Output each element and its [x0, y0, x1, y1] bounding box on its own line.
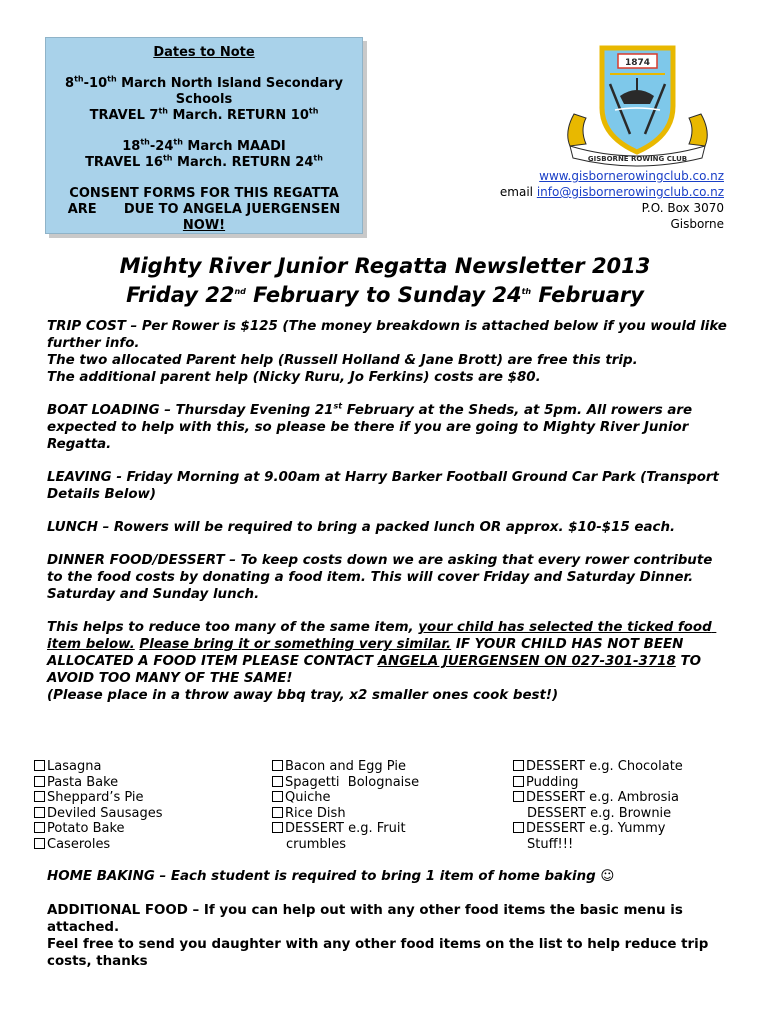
trip-cost: TRIP COST – Per Rower is $125 (The money breakdown is attached below if you would like further info.: [47, 319, 727, 351]
bottom-section: [47, 868, 727, 970]
food-allocation-note: This helps to reduce too many of the same item, your child has selected the ticked food item below. Please bring it or something very similar. IF YOUR CHILD HAS NOT BEEN ALLOCATED A FOOD ITEM PLEASE CONTACT ANGELA JUERGENSEN ON 027-301-3718 TO AVOID TOO MANY OF THE SAME!: [47, 620, 717, 686]
food-item[interactable]: Potato Bake: [34, 821, 163, 837]
food-item[interactable]: DESSERT e.g. Yummy: [513, 821, 683, 837]
lunch: LUNCH – Rowers will be required to bring a packed lunch OR approx. $10-$15 each.: [47, 520, 676, 535]
notes-heading: Dates to Note: [153, 45, 255, 60]
checkbox[interactable]: [513, 760, 524, 771]
food-item[interactable]: Pudding: [513, 775, 683, 791]
newsletter-title: [0, 252, 770, 310]
food-item[interactable]: DESSERT e.g. Chocolate: [513, 759, 683, 775]
tray-note: (Please place in a throw away bbq tray, x2 smaller ones cook best!): [47, 688, 559, 703]
dates-to-note-box: [45, 37, 363, 234]
checkbox[interactable]: [513, 791, 524, 802]
checkbox[interactable]: [272, 791, 283, 802]
food-item[interactable]: Sheppard’s Pie: [34, 790, 163, 806]
checkbox[interactable]: [513, 776, 524, 787]
food-item[interactable]: Spagetti Bolognaise: [272, 775, 419, 791]
feel-free-note: Feel free to send you daughter with any other food items on the list to help reduce trip costs, thanks: [47, 937, 709, 969]
dinner-dessert: DINNER FOOD/DESSERT – To keep costs down we are asking that every rower contribute to the food costs by donating a food item. This will cover Friday and Saturday Dinner. Saturday and Sunday lunch.: [47, 553, 713, 602]
checkbox[interactable]: [34, 838, 45, 849]
website-link[interactable]: www.gisbornerowingclub.co.nz: [539, 169, 724, 183]
consent-forms-note: CONSENT FORMS FOR THIS REGATTA ARE DUE TO ANGELA JUERGENSEN NOW!: [67, 186, 345, 233]
food-item-continued: Stuff!!!: [527, 836, 574, 852]
title-line-1: Mighty River Junior Regatta Newsletter 2013: [119, 254, 651, 278]
logo-year: 1874: [624, 58, 651, 68]
po-box: P.O. Box 3070: [641, 201, 724, 215]
checkbox[interactable]: [34, 791, 45, 802]
checkbox[interactable]: [34, 807, 45, 818]
newsletter-body: [47, 318, 727, 704]
food-item[interactable]: Pasta Bake: [34, 775, 163, 791]
contact-block: [500, 168, 724, 232]
additional-food: ADDITIONAL FOOD – If you can help out with any other food items the basic menu is attached.: [47, 903, 683, 935]
food-item[interactable]: Deviled Sausages: [34, 806, 163, 822]
event-maadi: 18th-24th March MAADI: [122, 137, 286, 154]
email-label: email: [499, 185, 537, 199]
checkbox[interactable]: [272, 807, 283, 818]
leaving: LEAVING - Friday Morning at 9.00am at Harry Barker Football Ground Car Park (Transport Details Below): [47, 470, 719, 502]
food-item-continued: crumbles: [286, 836, 347, 852]
food-item-continued: DESSERT e.g. Brownie: [527, 805, 672, 821]
rowing-club-logo: [560, 44, 715, 172]
food-column-3: [513, 759, 683, 852]
additional-parent-help: The additional parent help (Nicky Ruru, Jo Ferkins) costs are $80.: [47, 370, 541, 385]
event-north-island: 8th-10th March North Island Secondary Schools: [65, 74, 343, 107]
checkbox[interactable]: [272, 760, 283, 771]
city: Gisborne: [670, 217, 724, 231]
email-link[interactable]: info@gisbornerowingclub.co.nz: [536, 185, 724, 199]
home-baking: HOME BAKING – Each student is required to bring 1 item of home baking ☺: [47, 869, 615, 884]
food-item[interactable]: Caseroles: [34, 837, 163, 853]
checkbox[interactable]: [34, 760, 45, 771]
checkbox[interactable]: [34, 776, 45, 787]
checkbox[interactable]: [34, 822, 45, 833]
food-item[interactable]: Lasagna: [34, 759, 163, 775]
food-item[interactable]: Rice Dish: [272, 806, 419, 822]
checkbox[interactable]: [272, 776, 283, 787]
event-maadi-travel: TRAVEL 16th March. RETURN 24th: [85, 153, 323, 170]
food-column-1: [34, 759, 163, 852]
boat-loading: BOAT LOADING – Thursday Evening 21st February at the Sheds, at 5pm. All rowers are expected to help with this, so please be there if you are going to Mighty River Junior Regatta.: [47, 401, 693, 452]
food-item[interactable]: Quiche: [272, 790, 419, 806]
checkbox[interactable]: [513, 822, 524, 833]
event-north-island-travel: TRAVEL 7th March. RETURN 10th: [89, 106, 319, 123]
logo-banner-text: GISBORNE ROWING CLUB: [587, 155, 688, 163]
food-item[interactable]: Bacon and Egg Pie: [272, 759, 419, 775]
checkbox[interactable]: [272, 822, 283, 833]
food-item[interactable]: DESSERT e.g. Fruit: [272, 821, 419, 837]
title-line-2: Friday 22nd February to Sunday 24th February: [126, 283, 644, 307]
food-column-2: [272, 759, 419, 852]
food-item[interactable]: DESSERT e.g. Ambrosia: [513, 790, 683, 806]
parent-help: The two allocated Parent help (Russell Holland & Jane Brott) are free this trip.: [47, 353, 638, 368]
